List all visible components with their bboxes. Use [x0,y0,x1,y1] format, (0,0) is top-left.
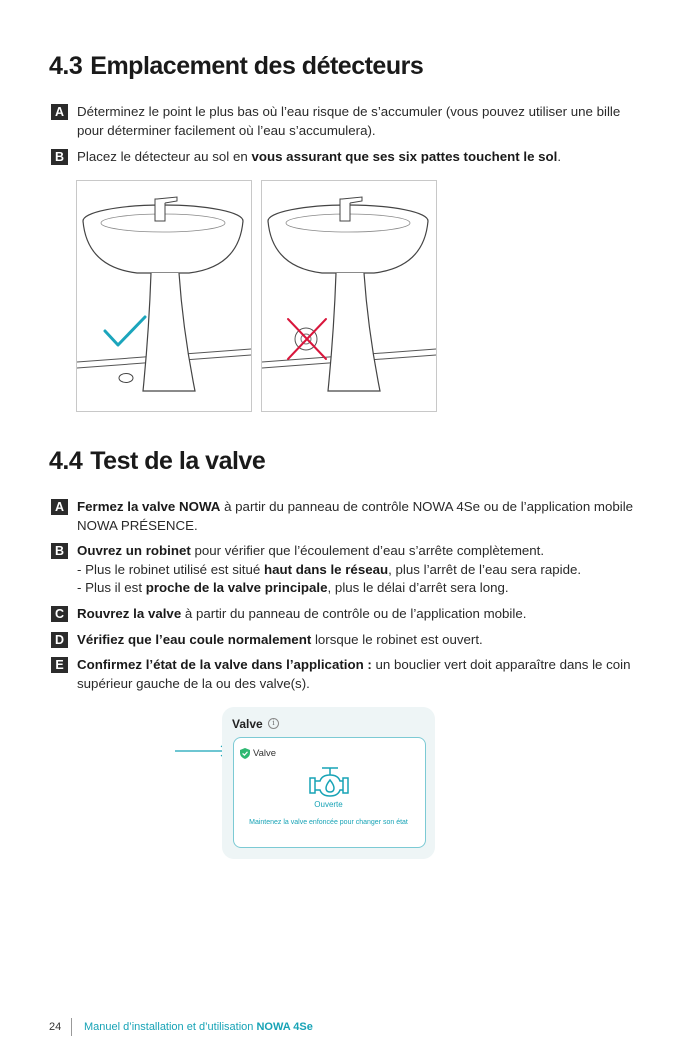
info-icon[interactable]: i [268,718,279,729]
valve-card-title: Valve [232,717,263,731]
step-44-b [51,542,641,598]
section-43-title: Emplacement des détecteurs [90,52,424,80]
step-43-b [51,148,641,167]
footer-divider [71,1018,72,1036]
step-text: Confirmez l’état de la valve dans l’application : un bouclier vert doit apparaître dans le coin supérieur gauche de la ou des valve(s). [77,657,631,691]
step-text: Placez le détecteur au sol en vous assurant que ses six pattes touchent le sol. [77,149,562,164]
valve-tile-label: Valve [253,748,277,759]
section-43-heading [49,52,423,81]
step-text: Vérifiez que l’eau coule normalement lorsque le robinet est ouvert. [77,632,483,647]
step-letter-badge: B [51,543,68,559]
step-text: Rouvrez la valve à partir du panneau de contrôle ou de l’application mobile. [77,606,527,621]
step-letter-badge: C [51,606,68,622]
section-44-heading [49,447,265,476]
step-44-d [51,631,641,650]
page-number: 24 [49,1021,62,1033]
step-letter-badge: B [51,149,68,165]
step-letter-badge: D [51,632,68,648]
valve-open-icon [308,763,350,799]
section-44-number: 4.4 [49,447,83,475]
step-text: Fermez la valve NOWA à partir du panneau de contrôle NOWA 4Se ou de l’application mobile NOWA PRÉSENCE. [77,499,634,533]
sink-correct-illustration [76,180,252,412]
valve-hint: Maintenez la valve enfoncée pour changer son état [249,819,408,826]
step-44-a [51,498,641,535]
step-43-a [51,103,641,140]
step-letter-badge: A [51,499,68,515]
footer-title: Manuel d’installation et d’utilisation NOWA 4Se [84,1021,313,1033]
page-footer [49,1021,313,1033]
valve-status: Ouverte [314,800,343,809]
sink-incorrect-illustration [261,180,437,412]
step-text: Déterminez le point le plus bas où l’eau risque de s’accumuler (vous pouvez utiliser une bille pour déterminer facilement où l’eau s’accumulera). [77,104,621,138]
step-letter-badge: A [51,104,68,120]
step-letter-badge: E [51,657,68,673]
shield-check-icon [240,748,250,759]
section-44-title: Test de la valve [90,447,266,475]
step-44-c [51,605,641,624]
step-44-e [51,656,641,693]
section-43-number: 4.3 [49,52,83,80]
step-text: Ouvrez un robinet pour vérifier que l’écoulement d’eau s’arrête complètement. - Plus le robinet utilisé est situé haut dans le réseau, plus l’arrêt de l’eau sera rapide. - Plus il est proche de la valve principale, plus le délai d’arrêt sera long. [77,543,582,595]
